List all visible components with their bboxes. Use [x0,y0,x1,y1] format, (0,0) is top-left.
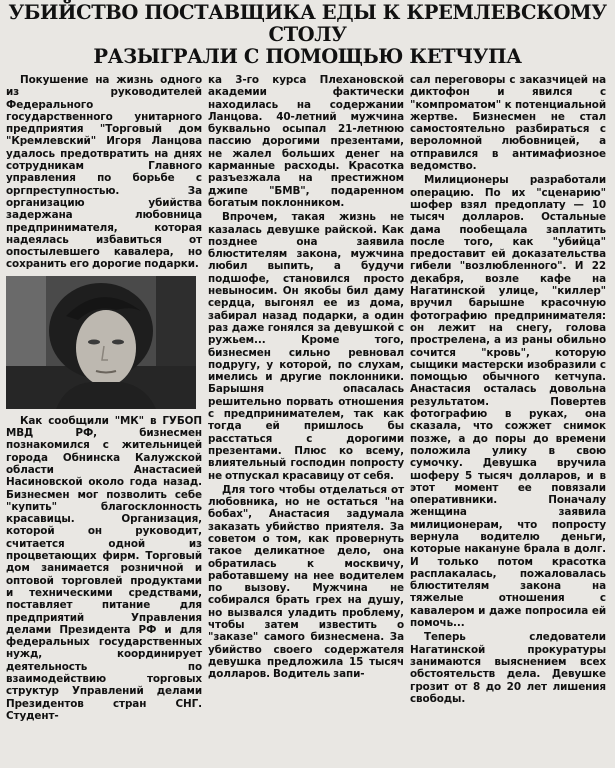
col2-paragraph-3: Для того чтобы отделаться от любовника, но не остаться "на бобах", Анастасия задумала заказать убийство приятеля. За советом о том, как провернуть такое деликатное дело, она обратилась к москвичу, работавшему на нее водителем по вызову. Мужчина не собирался брать грех на душу, но вызвался уладить проблему, чтобы затем известить о "заказе" самого бизнесмена. За убийство своего содержателя девушка предложила 15 тысяч долларов. Водитель запи- [208,483,404,681]
column-3 [410,74,606,724]
col3-paragraph-3: Теперь следователи Нагатинской прокуратуры занимаются выяснением всех обстоятельств дела. Девушке грозит от 8 до 20 лет лишения свободы. [410,631,606,705]
headline-line-2: РАЗЫГРАЛИ С ПОМОЩЬЮ КЕТЧУПА [93,45,522,68]
headline [6,2,609,68]
headline-line-1: УБИЙСТВО ПОСТАВЩИКА ЕДЫ К КРЕМЛЕВСКОМУ СТОЛУ [8,1,607,46]
col3-paragraph-1: сал переговоры с заказчицей на диктофон и явился с "компроматом" к потенциальной жертве. Бизнесмен не стал самостоятельно разбираться с вероломной любовницей, а отправился в антимафиозное ведомство. [410,74,606,173]
col2-paragraph-1: ка 3-го курса Плехановской академии фактически находилась на содержании Ланцова. 40-летний мужчина буквально осыпал 21-летнюю пассию дорогими презентами, не жалел больших денег на карманные расходы. Красотка разъезжала на престижном джипе "БМВ", подаренном богатым поклонником. [208,74,404,209]
column-2 [208,74,404,724]
column-1 [6,74,202,724]
col3-paragraph-2: Милиционеры разработали операцию. По их "сценарию" шофер взял предоплату — 10 тысяч долларов. Остальные дама пообещала заплатить после того, как "убийца" предоставит ей доказательства гибели "возлюбленного". И 22 декабря, возле кафе на Нагатинской улице, "киллер" вручил барышне красочную фотографию предпринимателя: он лежит на снегу, голова прострелена, а из раны обильно сочится "кровь", которую сыщики мастерски изобразили с помощью обычного кетчупа. Анастасия осталась довольна результатом. Повертев фотографию в руках, она сказала, что сожжет снимок позже, а до поры до времени положила улику в свою сумочку. Девушка вручила шоферу 5 тысяч долларов, и в этот момент ее повязали оперативники. Поначалу женщина заявила милиционерам, что попросту вернула водителю деньги, которые накануне брала в долг. И только потом красотка расплакалась, пожаловалась блюстителям закона на тяжелые отношения с кавалером и даже попросила ей помочь... [410,174,606,630]
col1-paragraph-2: Как сообщили "МК" в ГУБОП МВД РФ, бизнесмен познакомился с жительницей города Обнинска Калужской области Анастасией Насиновской около года назад. Бизнесмен мог позволить себе "купить" благосклонность красавицы. Организация, которой он руководит, считается одной из процветающих фирм. Торговый дом занимается розничной и оптовой торговлей продуктами и техническими средствами, поставляет питание для предприятий Управления делами Президента РФ и для федеральных государственных нужд, координирует деятельность по взаимодействию торговых структур Управлений делами Президентов стран СНГ. Студент- [6,414,202,722]
article-columns [6,74,609,724]
col1-paragraph-1: Покушение на жизнь одного из руководителей Федерального государственного унитарного предприятия "Торговый дом "Кремлевский" Игоря Ланцова удалось предотвратить на днях сотрудникам Главного управления по борьбе с оргпреступностью. За организацию убийства задержана любовница предпринимателя, которая надеялась избавиться от опостылевшего кавалера, но сохранить его дорогие подарки. [6,74,202,271]
woman-photo [6,276,196,409]
col2-paragraph-2: Впрочем, такая жизнь не казалась девушке райской. Как позднее она заявила блюстителям закона, мужчина любил выпить, а будучи подшофе, становился просто невыносим. Он якобы бил даму сердца, выгонял ее из дома, забирал назад подарки, а один раз даже гонялся за девушкой с ружьем... Кроме того, бизнесмен сильно ревновал подругу, у которой, по слухам, имелись и другие поклонники. Барышня опасалась решительно порвать отношения с предпринимателем, так как тогда ей пришлось бы расстаться с дорогими презентами. Плюс ко всему, влиятельный господин попросту не отпускал красавицу от себя. [208,211,404,482]
portrait-image [6,276,196,409]
